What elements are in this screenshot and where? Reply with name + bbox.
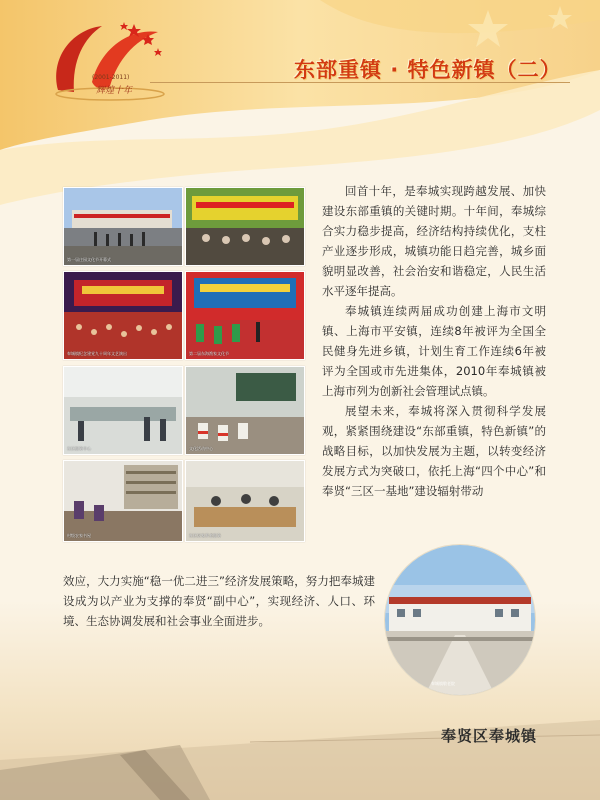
photo-image [186,188,304,265]
photo-image [64,461,182,541]
logo-years: (2001-2011) [92,74,130,81]
photo-nursing-home [384,544,536,696]
photo-caption: 村级农家书屋 [67,533,91,538]
photo-caption: 社区服务中心 [67,446,91,451]
article-paragraph: 奉城镇连续两届成功创建上海市文明镇、上海市平安镇，连续8年被评为全国全民健身先进乡镇，计划生育工作连续6年被评为全国或市先进集体，2010年奉城镇被上海市列为创新社会管理试点镇。 [322,304,546,398]
organization-name: 奉贤区奉城镇 [441,727,538,745]
photo-caption: 文化活动中心 [189,446,213,451]
photo-image [385,545,535,695]
photo-image [64,188,182,265]
page-title: 东部重镇 · 特色新镇（二） [294,58,562,82]
photo-caption: 第二届东海渔家文化节 [189,351,229,356]
logo-subtitle: 辉煌十年 [96,86,133,96]
photo-image [186,367,304,454]
photo-community-service-center [63,366,183,455]
photo-caption: 第一届庄园文化节开幕式 [67,257,111,262]
photo-image [186,272,304,359]
photo-image [186,461,304,541]
photo-village-library [63,460,183,542]
photo-party-performance [63,271,183,360]
article-body [322,181,546,501]
photo-caption: 社区居家养老服务 [189,533,221,538]
article-continuation [63,571,375,631]
photo-cultural-activity-center [185,366,305,455]
article-paragraph: 回首十年，是奉城实现跨越发展、加快建设东部重镇的关键时期。十年间，奉城综合实力稳步提高，经济结构持续优化，支柱产业逐步形成，城镇功能日趋完善，城乡面貌明显改善，社会治安和谐稳定，人民生活水平逐年提高。 [322,184,546,298]
article-paragraph: 展望未来，奉城将深入贯彻科学发展观，紧紧围绕建设“东部重镇，特色新镇”的战略目标，以加快发展为主题，以转变经济发展方式为突破口，依托上海“四个中心”和奉贤“三区一基地”建设辐射带动 [322,404,546,498]
anniversary-logo [40,20,180,110]
photo-image [64,272,182,359]
photo-caption: 奉城镇纪念建党九十周年文艺演出 [67,351,127,356]
photo-caption: 奉城镇敬老院 [431,681,455,686]
article-paragraph-continued: 效应，大力实施“稳一优二进三”经济发展策略，努力把奉城建设成为以产业为支撑的奉贤“副中心”，实现经济、人口、环境、生态协调发展和社会事业全面进步。 [63,574,375,628]
photo-image [64,367,182,454]
photo-festival-opening [63,187,183,266]
photo-village-event [185,187,305,266]
photo-fishing-culture-festival [185,271,305,360]
photo-elderly-home-care [185,460,305,542]
